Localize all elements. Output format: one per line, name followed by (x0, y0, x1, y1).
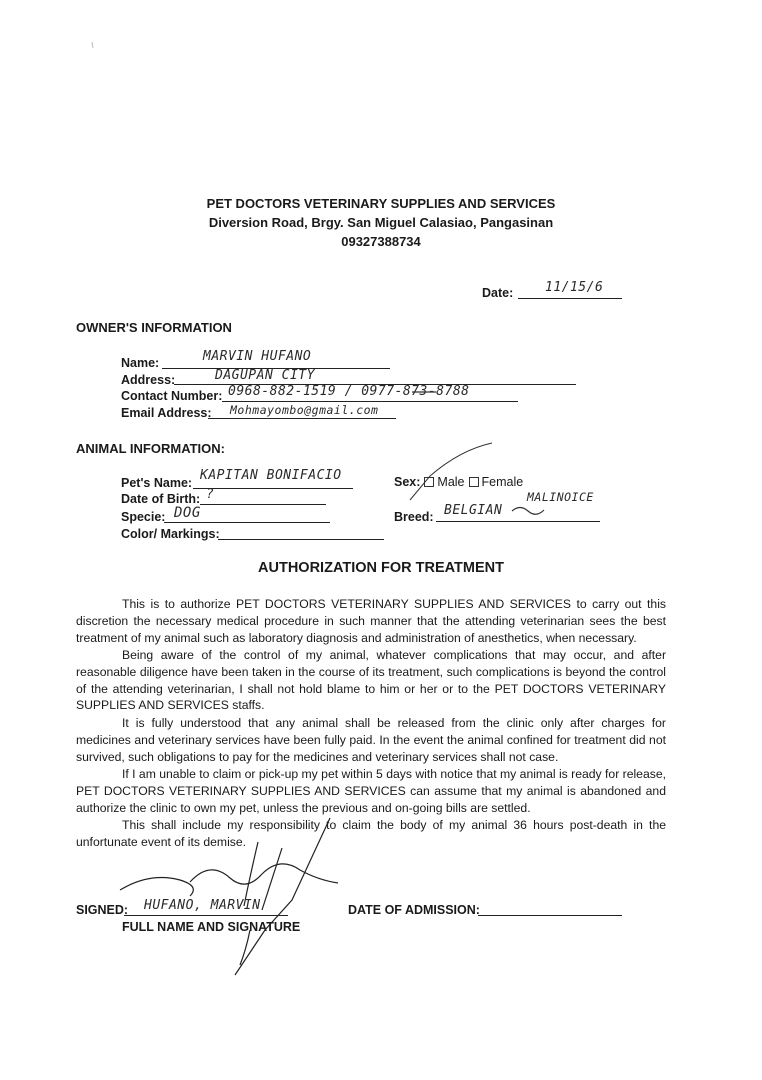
date-label: Date: (482, 286, 514, 300)
auth-paragraph-2: Being aware of the control of my animal, whatever complications that may occur, and after reasonable diligence have been taken in the course of its treatment, such complications is beyond the control of the attending veterinarian, I shall not hold blame to him or her or to the PET DOCTORS VETERINARY SUPPLIES AND SERVICES staffs. (76, 648, 666, 713)
breed-scribble (512, 508, 544, 515)
animal-section-title: ANIMAL INFORMATION: (76, 441, 225, 456)
specie-label: Specie: (121, 510, 166, 524)
pet-name-label: Pet's Name: (121, 476, 193, 490)
owner-email-label: Email Address: (121, 406, 212, 420)
female-option-label: Female (481, 475, 524, 489)
auth-paragraph-5: This shall include my responsibility to claim the body of my animal 36 hours post-death in the unfortunate event of its demise. (76, 818, 666, 849)
breed-value-2: MALINOICE (527, 490, 594, 504)
signed-name-value: HUFANO, MARVIN (144, 898, 261, 913)
signed-label: SIGNED: (76, 903, 129, 917)
owner-email-value: Mohmayombo@gmail.com (230, 403, 379, 417)
pet-name-value: KAPITAN BONIFACIO (200, 468, 342, 483)
sex-check-mark (410, 443, 492, 500)
owner-name-value: MARVIN HUFANO (203, 349, 312, 364)
signature-scrawl (120, 818, 338, 975)
breed-value: BELGIAN (444, 503, 503, 518)
company-phone: 09327388734 (341, 234, 421, 249)
owner-contact-label: Contact Number: (121, 389, 223, 403)
date-value: 11/15/6 (545, 280, 604, 295)
authorization-title: AUTHORIZATION FOR TREATMENT (258, 560, 504, 576)
breed-label: Breed: (394, 510, 434, 524)
dob-value: ? (206, 487, 215, 502)
page-speck (92, 42, 93, 48)
owner-section-title: OWNER'S INFORMATION (76, 320, 232, 335)
auth-paragraph-4: If I am unable to claim or pick-up my pet within 5 days with notice that my animal is ready for release, PET DOCTORS VETERINARY SUPPLIES AND SERVICES can assume that my animal is abandoned and authorize the clinic to own my pet, unless the previous and on-going bills are settled. (76, 767, 666, 815)
admission-label: DATE OF ADMISSION: (348, 903, 480, 917)
color-markings-label: Color/ Markings: (121, 527, 220, 541)
signature-caption: FULL NAME AND SIGNATURE (122, 920, 301, 934)
male-option-label: Male (437, 475, 465, 489)
company-address: Diversion Road, Brgy. San Miguel Calasiao, Pangasinan (208, 215, 554, 230)
owner-address-value: DAGUPAN CITY (215, 368, 315, 383)
owner-name-label: Name: (121, 356, 160, 370)
company-name: PET DOCTORS VETERINARY SUPPLIES AND SERVICES (206, 196, 556, 211)
auth-paragraph-3: It is fully understood that any animal shall be released from the clinic only after charges for medicines and veterinary services have been fully paid. In the event the animal confined for treatment did not survived, such obligations to pay for the medicines and veterinary services shall not case. (76, 716, 666, 764)
owner-contact-value: 0968-882-1519 / 0977-873-8788 (228, 384, 470, 399)
specie-value: DOG (174, 505, 201, 521)
owner-address-label: Address: (121, 373, 176, 387)
dob-label: Date of Birth: (121, 492, 201, 506)
auth-paragraph-1: This is to authorize PET DOCTORS VETERINARY SUPPLIES AND SERVICES to carry out this discretion the necessary medical procedure in such manner that the attending veterinarian sees the best treatment of my animal such as laboratory diagnosis and administration of anesthetics, when necessary. (76, 597, 666, 645)
sex-label: Sex: (394, 475, 421, 489)
